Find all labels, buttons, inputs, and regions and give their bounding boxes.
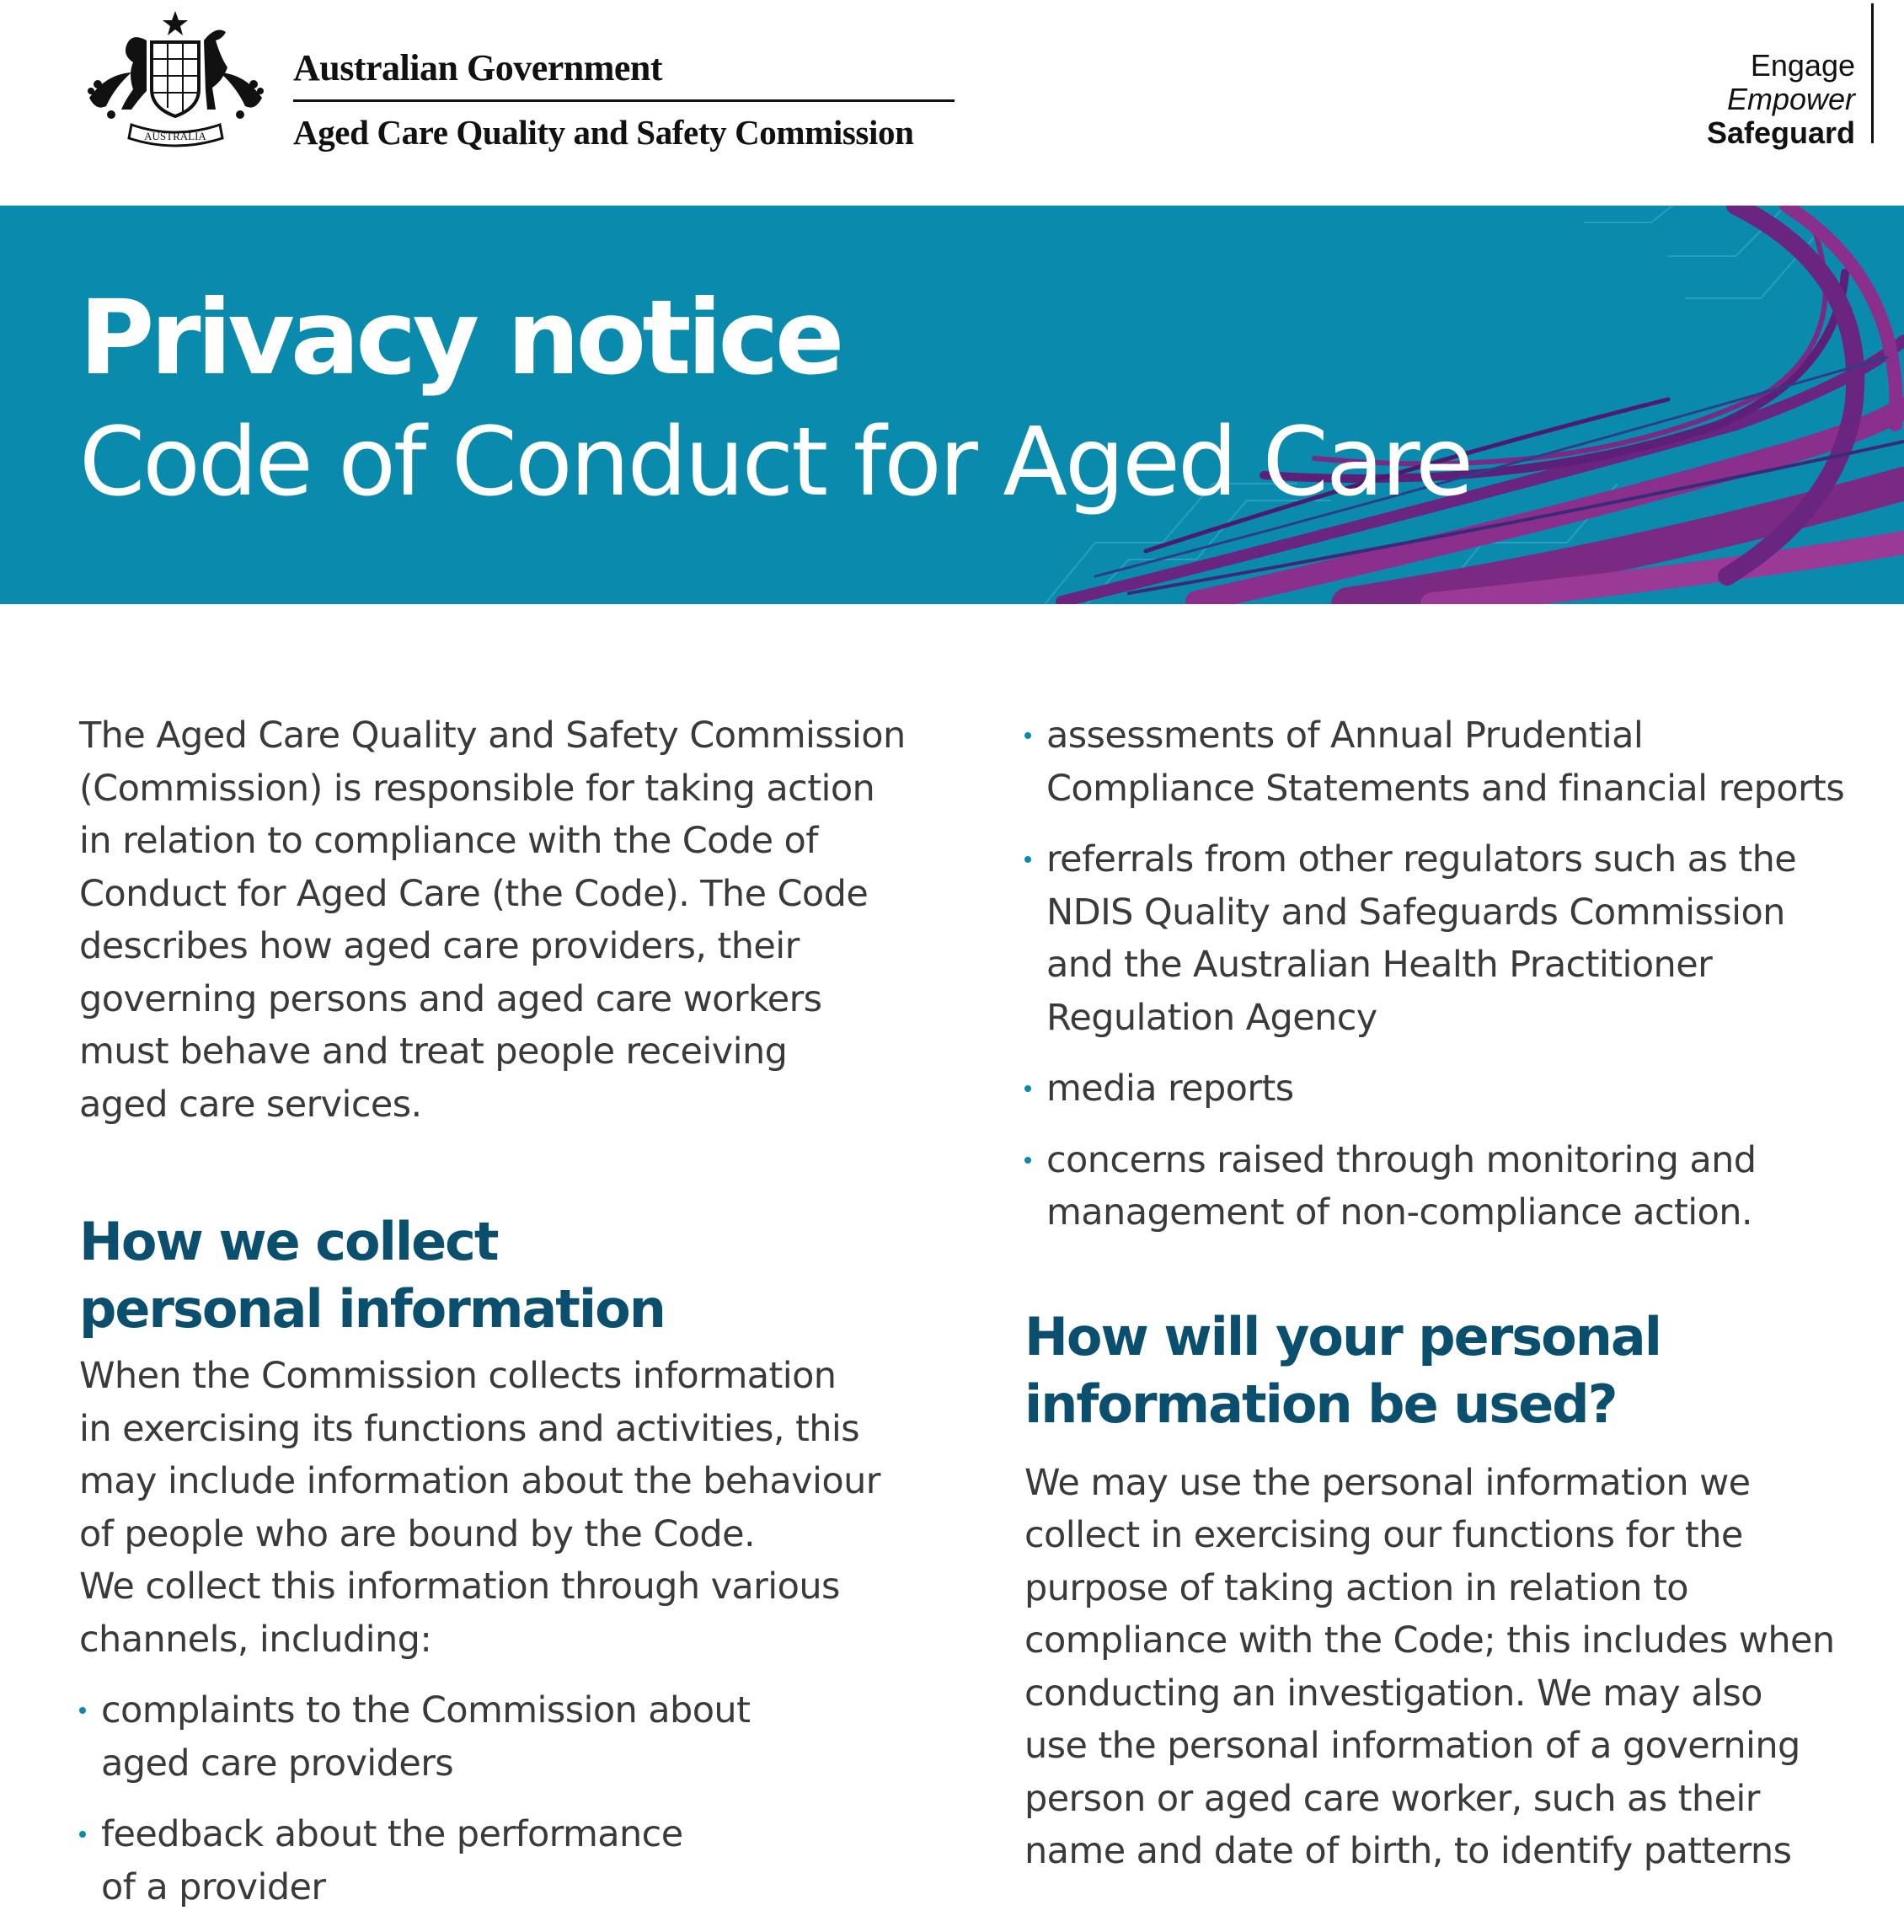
use-line: conducting an investigation. We may also [1024,1672,1762,1715]
tagline-engage: Engage [1750,48,1855,83]
tagline-safeguard: Safeguard [1706,115,1855,150]
list-item-line: management of non-compliance action. [1046,1191,1752,1234]
bullet-dot [1024,732,1031,739]
title-banner [0,206,1904,604]
intro-line: The Aged Care Quality and Safety Commission [79,714,906,757]
intro-line: (Commission) is responsible for taking action [79,767,875,810]
intro-line: aged care services. [79,1083,422,1126]
list-item-line: feedback about the performance [101,1813,683,1855]
list-item-line: and the Australian Health Practitioner [1046,944,1713,986]
bullet-dot [1024,856,1031,863]
use-line: compliance with the Code; this includes when [1024,1619,1835,1662]
bullet-dot [79,1831,86,1838]
use-line: collect in exercising our functions for the [1024,1514,1743,1556]
list-item-line: concerns raised through monitoring and [1046,1138,1757,1181]
heading-line: personal information [79,1278,665,1340]
heading-line: information be used? [1024,1373,1617,1435]
crest-scroll-text: AUSTRALIA [144,130,206,142]
heading-how-we-collect [79,1208,939,1343]
use-line: person or aged care worker, such as their [1024,1777,1760,1820]
intro-line: describes how aged care providers, their [79,925,800,967]
government-name: Australian Government [293,47,663,88]
coat-of-arms-logo [72,7,279,154]
list-item-line: Regulation Agency [1046,996,1377,1039]
collect-line: We collect this information through various [79,1565,840,1608]
use-line: name and date of birth, to identify patterns [1024,1830,1792,1872]
page-subtitle: Code of Conduct for Aged Care [79,408,1472,517]
use-line: purpose of taking action in relation to [1024,1566,1688,1609]
collection-channels-list [79,1684,939,1913]
list-item [1024,709,1875,815]
commission-name: Aged Care Quality and Safety Commission [293,113,914,152]
bullet-dot [1024,1085,1031,1092]
collect-line: in exercising its functions and activities, this [79,1407,860,1450]
tagline-divider [1871,3,1874,143]
use-paragraph [1024,1457,1875,1878]
collect-line: may include information about the behaviour [79,1460,880,1502]
heading-line: How we collect [79,1211,498,1272]
tagline [1707,49,1855,150]
intro-line: in relation to compliance with the Code of [79,820,818,862]
list-item [1024,1062,1875,1116]
list-item [1024,833,1875,1044]
list-item-line: referrals from other regulators such as the [1046,838,1797,880]
list-item-line: media reports [1046,1068,1294,1110]
right-column [1024,709,1875,1878]
collect-paragraph [79,1350,939,1666]
intro-line: Conduct for Aged Care (the Code). The Code [79,872,869,915]
use-line: use the personal information of a governing [1024,1725,1800,1767]
list-item-line: complaints to the Commission about [101,1689,751,1731]
government-branding [293,44,955,154]
collect-line: of people who are bound by the Code. [79,1512,756,1555]
page-title: Privacy notice [79,278,841,398]
collect-line: channels, including: [79,1618,432,1661]
bullet-dot [1024,1157,1031,1164]
use-line: We may use the personal information we [1024,1461,1751,1504]
heading-how-used [1024,1303,1875,1438]
bullet-dot [79,1707,86,1714]
intro-line: must behave and treat people receiving [79,1030,788,1073]
collection-channels-list-continued [1024,709,1875,1239]
list-item-line: assessments of Annual Prudential [1046,714,1644,757]
collect-line: When the Commission collects information [79,1355,837,1397]
branding-divider [293,99,955,102]
list-item [79,1808,939,1913]
list-item-line: NDIS Quality and Safeguards Commission [1046,891,1785,934]
list-item-line: Compliance Statements and financial reports [1046,767,1845,810]
list-item [79,1684,939,1790]
list-item [1024,1134,1875,1239]
left-column [79,709,939,1932]
heading-line: How will your personal [1024,1305,1661,1367]
list-item-line: aged care providers [101,1742,454,1785]
intro-paragraph [79,709,939,1131]
list-item-line: of a provider [101,1865,326,1908]
intro-line: governing persons and aged care workers [79,977,822,1020]
tagline-empower: Empower [1726,82,1855,116]
